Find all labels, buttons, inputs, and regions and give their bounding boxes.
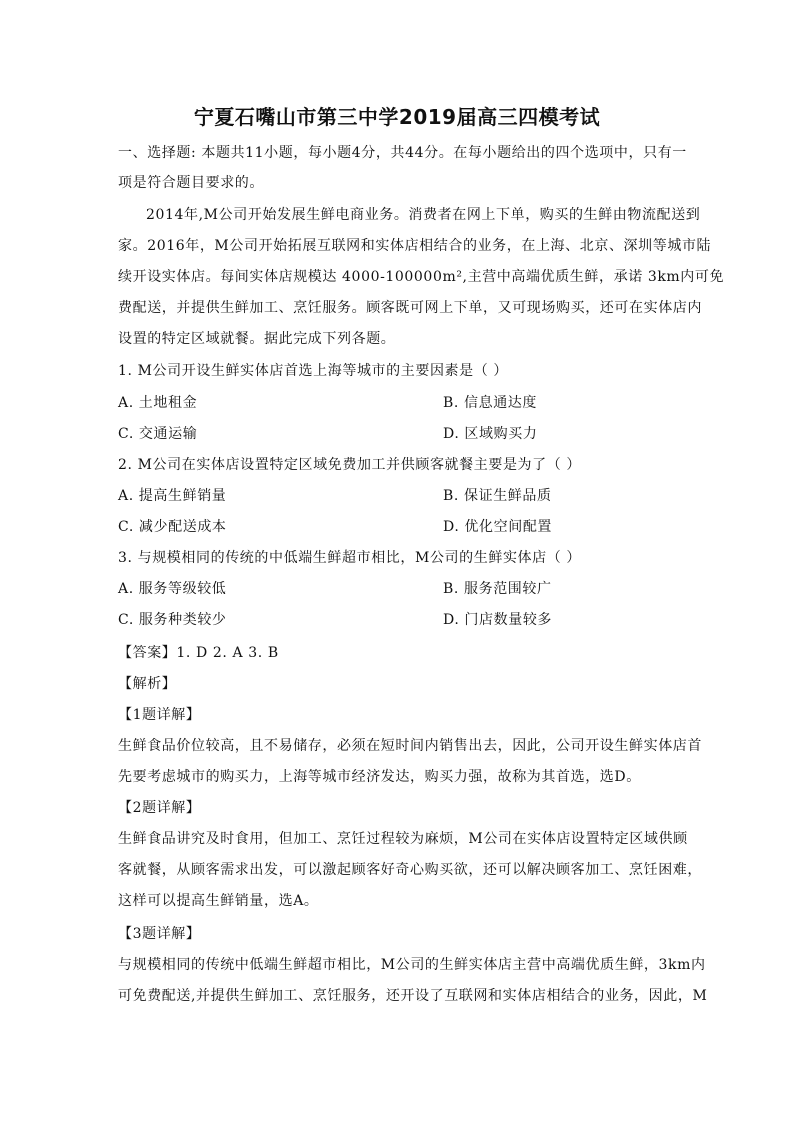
answer-line: 【答案】1. D 2. A 3. B — [118, 645, 279, 661]
question-3-stem: 3. 与规模相同的传统的中低端生鲜超市相比，M公司的生鲜实体店（ ） — [118, 550, 581, 566]
detail-2-label: 【2题详解】 — [118, 800, 201, 816]
question-2-stem: 2. M公司在实体店设置特定区域免费加工并供顾客就餐主要是为了（ ） — [118, 457, 581, 473]
detail-3-text-line-2: 可免费配送,并提供生鲜加工、烹饪服务，还开设了互联网和实体店相结合的业务，因此，M — [118, 988, 708, 1004]
detail-1-label: 【1题详解】 — [118, 707, 201, 723]
question-1-option-d: D. 区域购买力 — [443, 426, 538, 442]
section-heading-line-1: 一、选择题: 本题共11小题，每小题4分，共44分。在每小题给出的四个选项中，只有一 — [118, 145, 687, 161]
analysis-label: 【解析】 — [118, 676, 177, 692]
detail-2-text-line-2: 客就餐，从顾客需求出发，可以激起顾客好奇心购买欲，还可以解决顾客加工、烹饪困难， — [118, 862, 702, 878]
question-3-option-a: A. 服务等级较低 — [118, 581, 227, 597]
passage-line-3: 续开设实体店。每间实体店规模达 4000-100000m²,主营中高端优质生鲜，承诺 3km内可免 — [118, 269, 725, 285]
question-3-option-b: B. 服务范围较广 — [443, 581, 552, 597]
question-3-option-c: C. 服务种类较少 — [118, 612, 227, 628]
question-2-option-c: C. 减少配送成本 — [118, 519, 227, 535]
detail-1-text-line-2: 先要考虑城市的购买力，上海等城市经济发达，购买力强，故称为其首选，选D。 — [118, 769, 641, 785]
passage-line-4: 费配送，并提供生鲜加工、烹饪服务。顾客既可网上下单，又可现场购买，还可在实体店内 — [118, 300, 702, 316]
question-2-option-b: B. 保证生鲜品质 — [443, 488, 552, 504]
detail-1-text-line-1: 生鲜食品价位较高，且不易储存，必须在短时间内销售出去，因此，公司开设生鲜实体店首 — [118, 738, 702, 754]
page-title: 宁夏石嘴山市第三中学2019届高三四模考试 — [193, 105, 601, 129]
detail-2-text-line-1: 生鲜食品讲究及时食用，但加工、烹饪过程较为麻烦，M公司在实体店设置特定区域供顾 — [118, 831, 688, 847]
passage-line-2: 家。2016年，M公司开始拓展互联网和实体店相结合的业务，在上海、北京、深圳等城市陆 — [118, 238, 712, 254]
question-1-option-c: C. 交通运输 — [118, 426, 198, 442]
section-heading-line-2: 项是符合题目要求的。 — [118, 175, 264, 191]
question-1-option-b: B. 信息通达度 — [443, 395, 537, 411]
question-2-option-d: D. 优化空间配置 — [443, 519, 553, 535]
detail-3-label: 【3题详解】 — [118, 926, 201, 942]
question-3-option-d: D. 门店数量较多 — [443, 612, 553, 628]
question-1-option-a: A. 土地租金 — [118, 395, 198, 411]
detail-2-text-line-3: 这样可以提高生鲜销量，选A。 — [118, 893, 319, 909]
question-2-option-a: A. 提高生鲜销量 — [118, 488, 227, 504]
detail-3-text-line-1: 与规模相同的传统中低端生鲜超市相比，M公司的生鲜实体店主营中高端优质生鲜，3km内 — [118, 957, 706, 973]
passage-line-5: 设置的特定区域就餐。据此完成下列各题。 — [118, 331, 396, 347]
question-1-stem: 1. M公司开设生鲜实体店首选上海等城市的主要因素是（ ） — [118, 363, 508, 379]
passage-line-1: 2014年,M公司开始发展生鲜电商业务。消费者在网上下单，购买的生鲜由物流配送到 — [146, 207, 701, 223]
